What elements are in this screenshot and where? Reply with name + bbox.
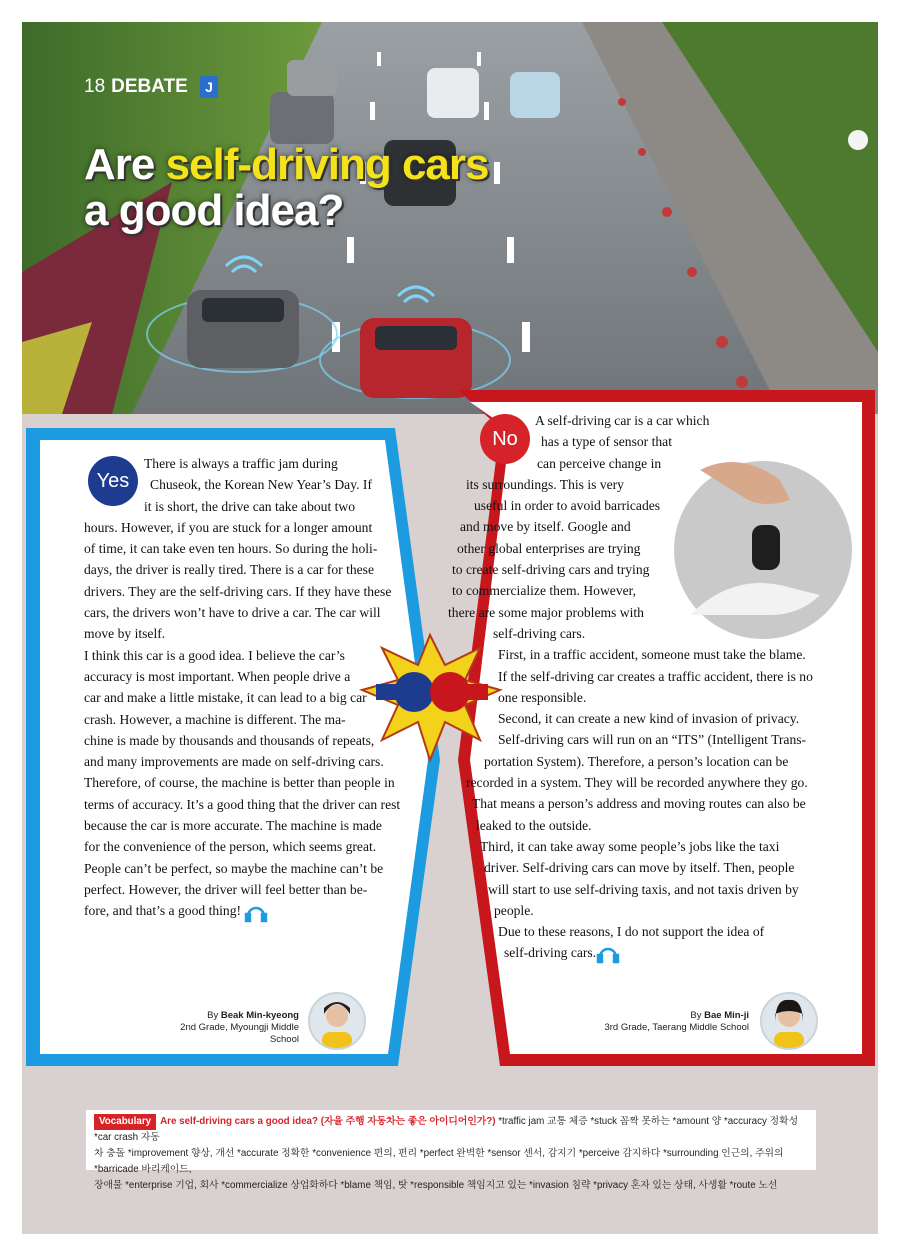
- no-line: A self-driving car is a car which: [535, 413, 710, 428]
- no-line: recorded in a system. They will be recorded anywhere they go.: [466, 775, 808, 791]
- no-line: has a type of sensor that: [541, 434, 672, 450]
- no-article: [0, 410, 880, 964]
- byline-prefix: By: [207, 1010, 221, 1021]
- yes-line: because the car is more accurate. The machine is made: [84, 818, 382, 834]
- no-line: there are some major problems with: [448, 604, 644, 620]
- yes-line: accuracy is most important. When people drive a: [84, 668, 351, 684]
- yes-line: of time, it can take even ten hours. So during the holi-: [84, 541, 378, 557]
- no-line: will start to use self-driving taxis, and not taxis driven by: [488, 881, 799, 897]
- page-number: 18: [84, 76, 106, 97]
- no-line: portation System). Therefore, a person’s location can be: [484, 753, 789, 769]
- no-line: useful in order to avoid barricades: [474, 498, 661, 514]
- yes-line: There is always a traffic jam during: [144, 456, 338, 471]
- yes-line: car and make a little mistake, it can lead to a big car: [84, 690, 367, 706]
- section-label: DEBATE: [111, 76, 188, 97]
- title-line2: a good idea?: [84, 186, 344, 235]
- avatar: [760, 992, 818, 1050]
- no-line: one responsible.: [498, 689, 587, 705]
- yes-line: fore, and that’s a good thing!: [84, 903, 242, 919]
- title-part1: Are: [84, 140, 166, 189]
- yes-school: 2nd Grade, Myoungji Middle School: [180, 1022, 299, 1045]
- vocabulary-line3: 장애물 *enterprise 기업, 회사 *commercialize 상업화하다 *blame 책임, 탓 *responsible 책임지고 있는 *invasion 침략 *privacy 혼자 있는 상태, 사생활 *route 노선: [94, 1180, 778, 1191]
- yes-line: days, the driver is really tired. There is a car for these: [84, 562, 375, 578]
- no-line: can perceive change in: [537, 455, 662, 471]
- avatar: [308, 992, 366, 1050]
- no-line: That means a person’s address and moving routes can also be: [472, 796, 806, 812]
- yes-line: cars, the drivers won’t have to drive a car. The car will: [84, 605, 381, 621]
- title-highlight: self-driving cars: [165, 140, 489, 189]
- no-line: Due to these reasons, I do not support the idea of: [498, 924, 765, 940]
- yes-line: People can’t be perfect, so maybe the machine can’t be: [84, 860, 384, 876]
- vocabulary-question: Are self-driving cars a good idea? (자율 주행 자동차는 좋은 아이디어인가?): [160, 1116, 496, 1127]
- no-line: self-driving cars.: [504, 945, 597, 961]
- yes-line: for the convenience of the person, which seems great.: [84, 839, 377, 855]
- j-logo: J: [200, 76, 218, 98]
- no-line: leaked to the outside.: [476, 817, 592, 833]
- no-line: Self-driving cars will run on an “ITS” (Intelligent Trans-: [498, 732, 807, 748]
- no-line: Third, it can take away some people’s jobs like the taxi: [480, 838, 780, 854]
- yes-line: move by itself.: [84, 626, 166, 642]
- yes-line: and many improvements are made on self-driving cars.: [84, 754, 384, 770]
- vocabulary-tag: Vocabulary: [94, 1114, 156, 1130]
- no-school: 3rd Grade, Taerang Middle School: [604, 1022, 749, 1033]
- yes-line: Therefore, of course, the machine is better than people in: [84, 775, 395, 791]
- no-badge: No: [480, 414, 530, 464]
- yes-line: perfect. However, the driver will feel better than be-: [84, 881, 368, 897]
- yes-badge: Yes: [88, 456, 138, 506]
- yes-line: it is short, the drive can take about two: [144, 498, 356, 514]
- no-line: driver. Self-driving cars can move by itself. Then, people: [484, 860, 795, 876]
- no-byline: [600, 1010, 749, 1034]
- no-line: other global enterprises are trying: [457, 540, 641, 556]
- no-line: self-driving cars.: [493, 625, 586, 641]
- vocabulary-line2: 차 충돌 *improvement 향상, 개선 *accurate 정확한 *convenience 편의, 편리 *perfect 완벽한 *sensor 센서, 감지기 *perceive 감지하다 *surrounding 인근의, 주위의 *barricade 바리케이드,: [94, 1148, 784, 1175]
- vocabulary-line1: *traffic jam 교통 체증 *stuck 꼼짝 못하는 *amount 양 *accuracy 정확성 *car crash 자동: [94, 1116, 799, 1143]
- yes-line: Chuseok, the Korean New Year’s Day. If: [150, 477, 372, 493]
- yes-line: drivers. They are the self-driving cars. If they have these: [84, 583, 392, 599]
- no-line: and move by itself. Google and: [460, 519, 631, 535]
- no-line: its surroundings. This is very: [466, 476, 624, 492]
- yes-line: chine is made by thousands and thousands of repeats,: [84, 732, 375, 748]
- yes-byline: [150, 1010, 299, 1046]
- yes-line: I think this car is a good idea. I believe the car’s: [84, 647, 345, 663]
- no-line: If the self-driving car creates a traffic accident, there is no: [498, 668, 813, 684]
- no-line: to commercialize them. However,: [452, 583, 637, 599]
- vocabulary-box: [86, 1110, 816, 1191]
- yes-author: Beak Min-kyeong: [220, 1010, 299, 1021]
- no-line: Second, it can create a new kind of invasion of privacy.: [498, 711, 800, 727]
- yes-line: crash. However, a machine is different. The ma-: [84, 711, 346, 727]
- yes-line: hours. However, if you are stuck for a longer amount: [84, 519, 373, 535]
- no-line: people.: [494, 902, 534, 918]
- byline-prefix: By: [690, 1010, 705, 1021]
- no-author: Bae Min-ji: [704, 1010, 749, 1021]
- no-line: to create self-driving cars and trying: [452, 562, 650, 578]
- yes-line: terms of accuracy. It’s a good thing that the driver can rest: [84, 796, 401, 812]
- no-line: First, in a traffic accident, someone must take the blame.: [498, 647, 806, 663]
